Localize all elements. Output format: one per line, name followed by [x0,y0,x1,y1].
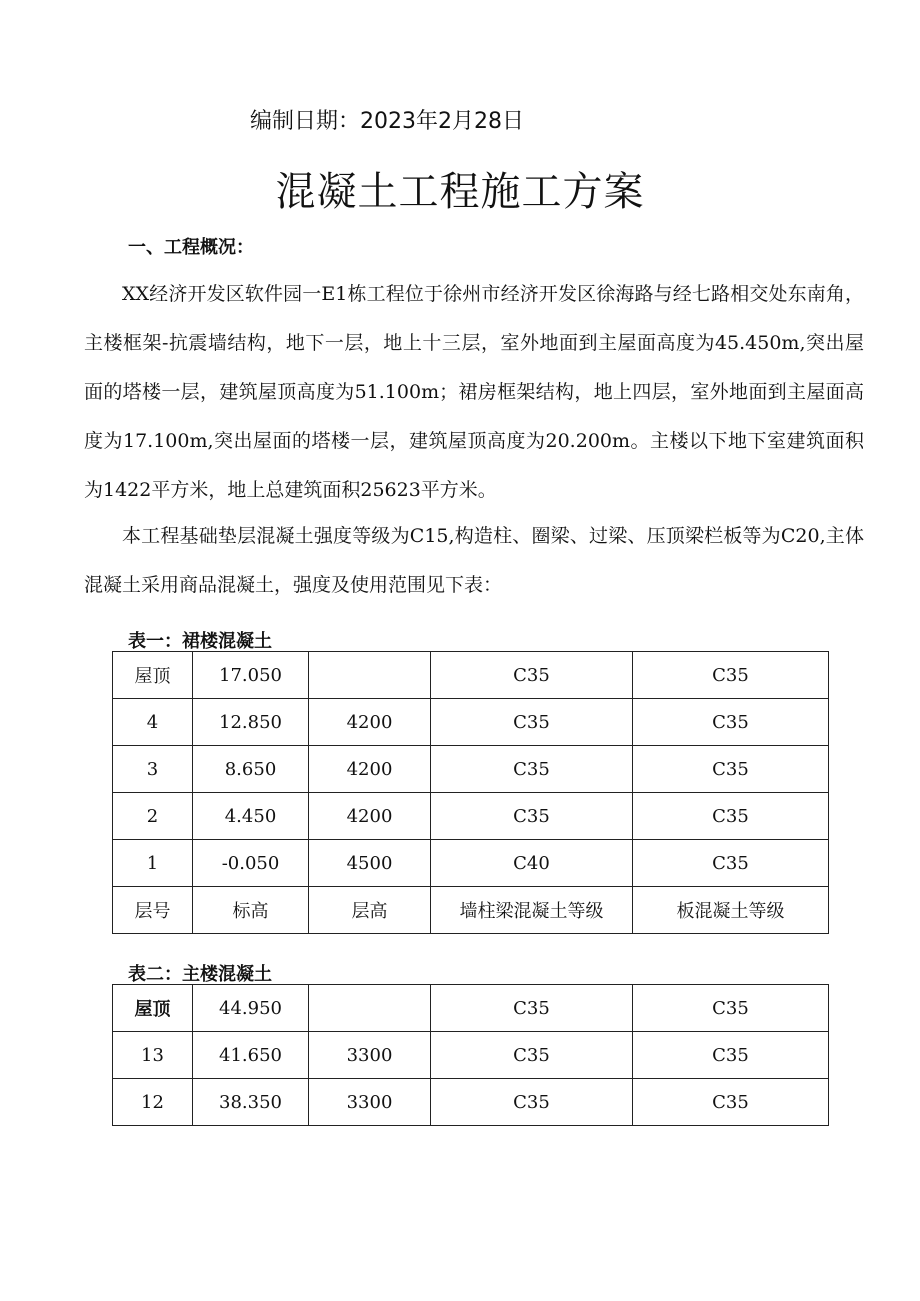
table-row [113,793,829,840]
table-cell: 屋顶 [113,652,193,699]
table-cell: C35 [633,840,829,887]
compile-date: 编制日期：2023年2月28日 [250,109,524,134]
table-cell: C35 [633,699,829,746]
table-cell: 屋顶 [113,985,193,1032]
table-row [113,1079,829,1126]
column-header-story-height: 层高 [309,887,431,934]
table-cell: C35 [431,699,633,746]
table1-caption: 表一：裙楼混凝土 [128,631,272,652]
table-cell: C35 [431,746,633,793]
table-cell: 1 [113,840,193,887]
table-cell: C35 [431,1079,633,1126]
table-cell: 17.050 [193,652,309,699]
table-row [113,652,829,699]
table-cell: C35 [633,746,829,793]
table-cell: 3300 [309,1032,431,1079]
table-cell: C35 [633,1032,829,1079]
table-cell: 44.950 [193,985,309,1032]
table-cell: C35 [431,1032,633,1079]
table-cell: C35 [431,793,633,840]
table-cell: C40 [431,840,633,887]
column-header-elevation: 标高 [193,887,309,934]
table-row [113,1032,829,1079]
table-cell: 4200 [309,746,431,793]
table-cell [309,652,431,699]
table-cell: 13 [113,1032,193,1079]
table-cell: 4200 [309,699,431,746]
table-cell: C35 [633,1079,829,1126]
table-row [113,840,829,887]
table-cell: 38.350 [193,1079,309,1126]
table-cell: 41.650 [193,1032,309,1079]
document-title: 混凝土工程施工方案 [275,169,645,215]
table-cell: C35 [431,985,633,1032]
table-cell: 2 [113,793,193,840]
section-heading-overview: 一、工程概况： [128,237,254,258]
table-cell: -0.050 [193,840,309,887]
table-cell: C35 [633,652,829,699]
table-cell: C35 [431,652,633,699]
table-row [113,699,829,746]
table-cell: 4500 [309,840,431,887]
table-row [113,985,829,1032]
table-cell: 8.650 [193,746,309,793]
table-cell: 3 [113,746,193,793]
overview-paragraph: XX经济开发区软件园一E1栋工程位于徐州市经济开发区徐海路与经七路相交处东南角，主楼框架-抗震墙结构，地下一层，地上十三层，室外地面到主屋面高度为45.450m,突出屋面的塔楼一层，建筑屋顶高度为51.100m；裙房框架结构，地上四层，室外地面到主屋面高度为17.100m,突出屋面的塔楼一层，建筑屋顶高度为20.200m。主楼以下地下室建筑面积为1422平方米，地上总建筑面积25623平方米。 [84,283,864,501]
table-cell: 4 [113,699,193,746]
table-header-row [113,887,829,934]
table-cell: 4200 [309,793,431,840]
column-header-wall-column-beam-grade: 墙柱梁混凝土等级 [431,887,633,934]
column-header-slab-grade: 板混凝土等级 [633,887,829,934]
podium-concrete-table [112,651,829,934]
main-building-concrete-table [112,984,829,1126]
table-cell: 3300 [309,1079,431,1126]
table-cell: 12 [113,1079,193,1126]
table-cell: 12.850 [193,699,309,746]
column-header-floor: 层号 [113,887,193,934]
concrete-grade-paragraph: 本工程基础垫层混凝土强度等级为C15,构造柱、圈梁、过梁、压顶梁栏板等为C20,主体混凝土采用商品混凝土，强度及使用范围见下表： [84,525,864,596]
table-cell: C35 [633,985,829,1032]
table-cell: C35 [633,793,829,840]
table2-caption: 表二：主楼混凝土 [128,964,272,985]
table-row [113,746,829,793]
table-cell [309,985,431,1032]
table-cell: 4.450 [193,793,309,840]
